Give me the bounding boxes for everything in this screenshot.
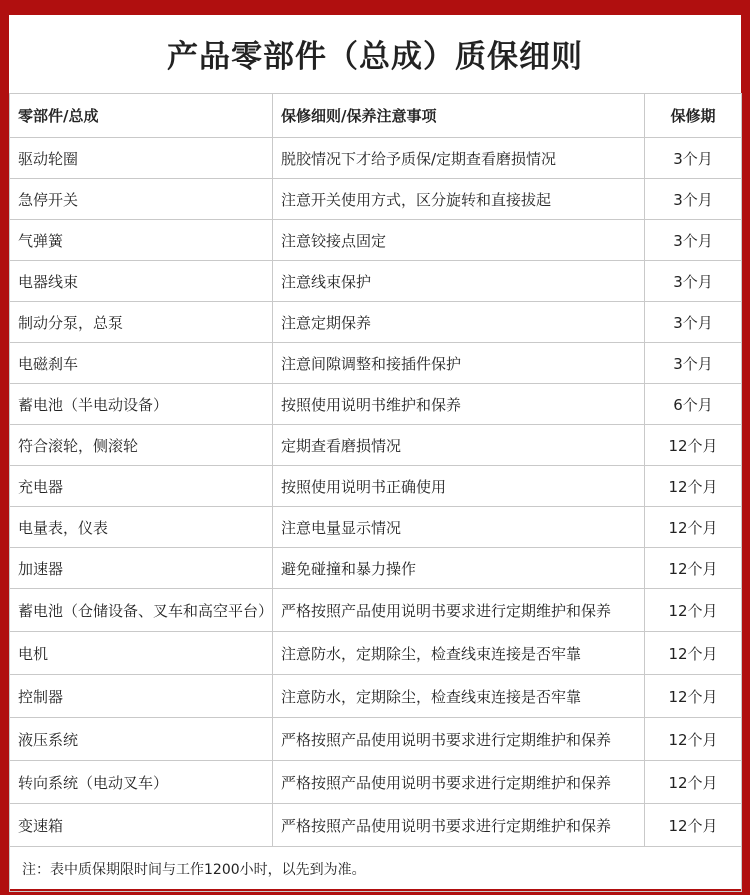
cell-detail: 严格按照产品使用说明书要求进行定期维护和保养: [273, 718, 645, 761]
cell-detail: 注意定期保养: [273, 302, 645, 343]
table-row: [10, 179, 742, 220]
cell-detail: 避免碰撞和暴力操作: [273, 548, 645, 589]
cell-detail: 严格按照产品使用说明书要求进行定期维护和保养: [273, 589, 645, 632]
cell-part: 加速器: [10, 548, 273, 589]
cell-period: 12个月: [645, 804, 742, 847]
cell-part: 电磁刹车: [10, 343, 273, 384]
table-header-row: [10, 94, 742, 138]
cell-part: 电量表，仪表: [10, 507, 273, 548]
header-period: 保修期: [645, 94, 742, 138]
header-detail: 保修细则/保养注意事项: [273, 94, 645, 138]
cell-period: 3个月: [645, 302, 742, 343]
cell-part: 转向系统（电动叉车）: [10, 761, 273, 804]
cell-period: 12个月: [645, 632, 742, 675]
table-row: [10, 761, 742, 804]
cell-part: 液压系统: [10, 718, 273, 761]
table-row: [10, 343, 742, 384]
cell-period: 12个月: [645, 507, 742, 548]
note-row: [10, 847, 742, 892]
cell-period: 12个月: [645, 675, 742, 718]
table-row: [10, 220, 742, 261]
cell-detail: 按照使用说明书维护和保养: [273, 384, 645, 425]
cell-part: 蓄电池（仓储设备、叉车和高空平台）: [10, 589, 273, 632]
cell-detail: 注意线束保护: [273, 261, 645, 302]
cell-part: 电器线束: [10, 261, 273, 302]
footnote: 注：表中质保期限时间与工作1200小时，以先到为准。: [10, 847, 742, 892]
cell-part: 变速箱: [10, 804, 273, 847]
table-row: [10, 425, 742, 466]
cell-period: 6个月: [645, 384, 742, 425]
table-row: [10, 466, 742, 507]
cell-part: 急停开关: [10, 179, 273, 220]
cell-part: 驱动轮圈: [10, 138, 273, 179]
cell-part: 电机: [10, 632, 273, 675]
cell-part: 符合滚轮，侧滚轮: [10, 425, 273, 466]
cell-part: 气弹簧: [10, 220, 273, 261]
cell-part: 制动分泵，总泵: [10, 302, 273, 343]
header-part: 零部件/总成: [10, 94, 273, 138]
table-row: [10, 548, 742, 589]
cell-period: 3个月: [645, 261, 742, 302]
cell-detail: 按照使用说明书正确使用: [273, 466, 645, 507]
warranty-table: [9, 93, 742, 892]
table-row: [10, 675, 742, 718]
table-row: [10, 804, 742, 847]
table-row: [10, 632, 742, 675]
cell-detail: 严格按照产品使用说明书要求进行定期维护和保养: [273, 761, 645, 804]
table-row: [10, 138, 742, 179]
cell-detail: 注意铰接点固定: [273, 220, 645, 261]
cell-detail: 注意电量显示情况: [273, 507, 645, 548]
cell-period: 12个月: [645, 589, 742, 632]
cell-period: 12个月: [645, 548, 742, 589]
cell-detail: 注意开关使用方式，区分旋转和直接拔起: [273, 179, 645, 220]
cell-part: 充电器: [10, 466, 273, 507]
table-row: [10, 718, 742, 761]
table-row: [10, 261, 742, 302]
cell-period: 12个月: [645, 761, 742, 804]
cell-detail: 注意防水，定期除尘，检查线束连接是否牢靠: [273, 675, 645, 718]
cell-period: 3个月: [645, 343, 742, 384]
cell-period: 3个月: [645, 138, 742, 179]
cell-period: 3个月: [645, 220, 742, 261]
warranty-document: [9, 15, 741, 889]
table-row: [10, 589, 742, 632]
cell-detail: 严格按照产品使用说明书要求进行定期维护和保养: [273, 804, 645, 847]
cell-part: 蓄电池（半电动设备）: [10, 384, 273, 425]
cell-period: 12个月: [645, 718, 742, 761]
cell-period: 12个月: [645, 425, 742, 466]
cell-part: 控制器: [10, 675, 273, 718]
cell-detail: 注意间隙调整和接插件保护: [273, 343, 645, 384]
cell-period: 3个月: [645, 179, 742, 220]
page-title: 产品零部件（总成）质保细则: [167, 39, 583, 75]
cell-detail: 注意防水，定期除尘，检查线束连接是否牢靠: [273, 632, 645, 675]
table-row: [10, 384, 742, 425]
table-row: [10, 302, 742, 343]
cell-detail: 定期查看磨损情况: [273, 425, 645, 466]
cell-detail: 脱胶情况下才给予质保/定期查看磨损情况: [273, 138, 645, 179]
table-row: [10, 507, 742, 548]
cell-period: 12个月: [645, 466, 742, 507]
